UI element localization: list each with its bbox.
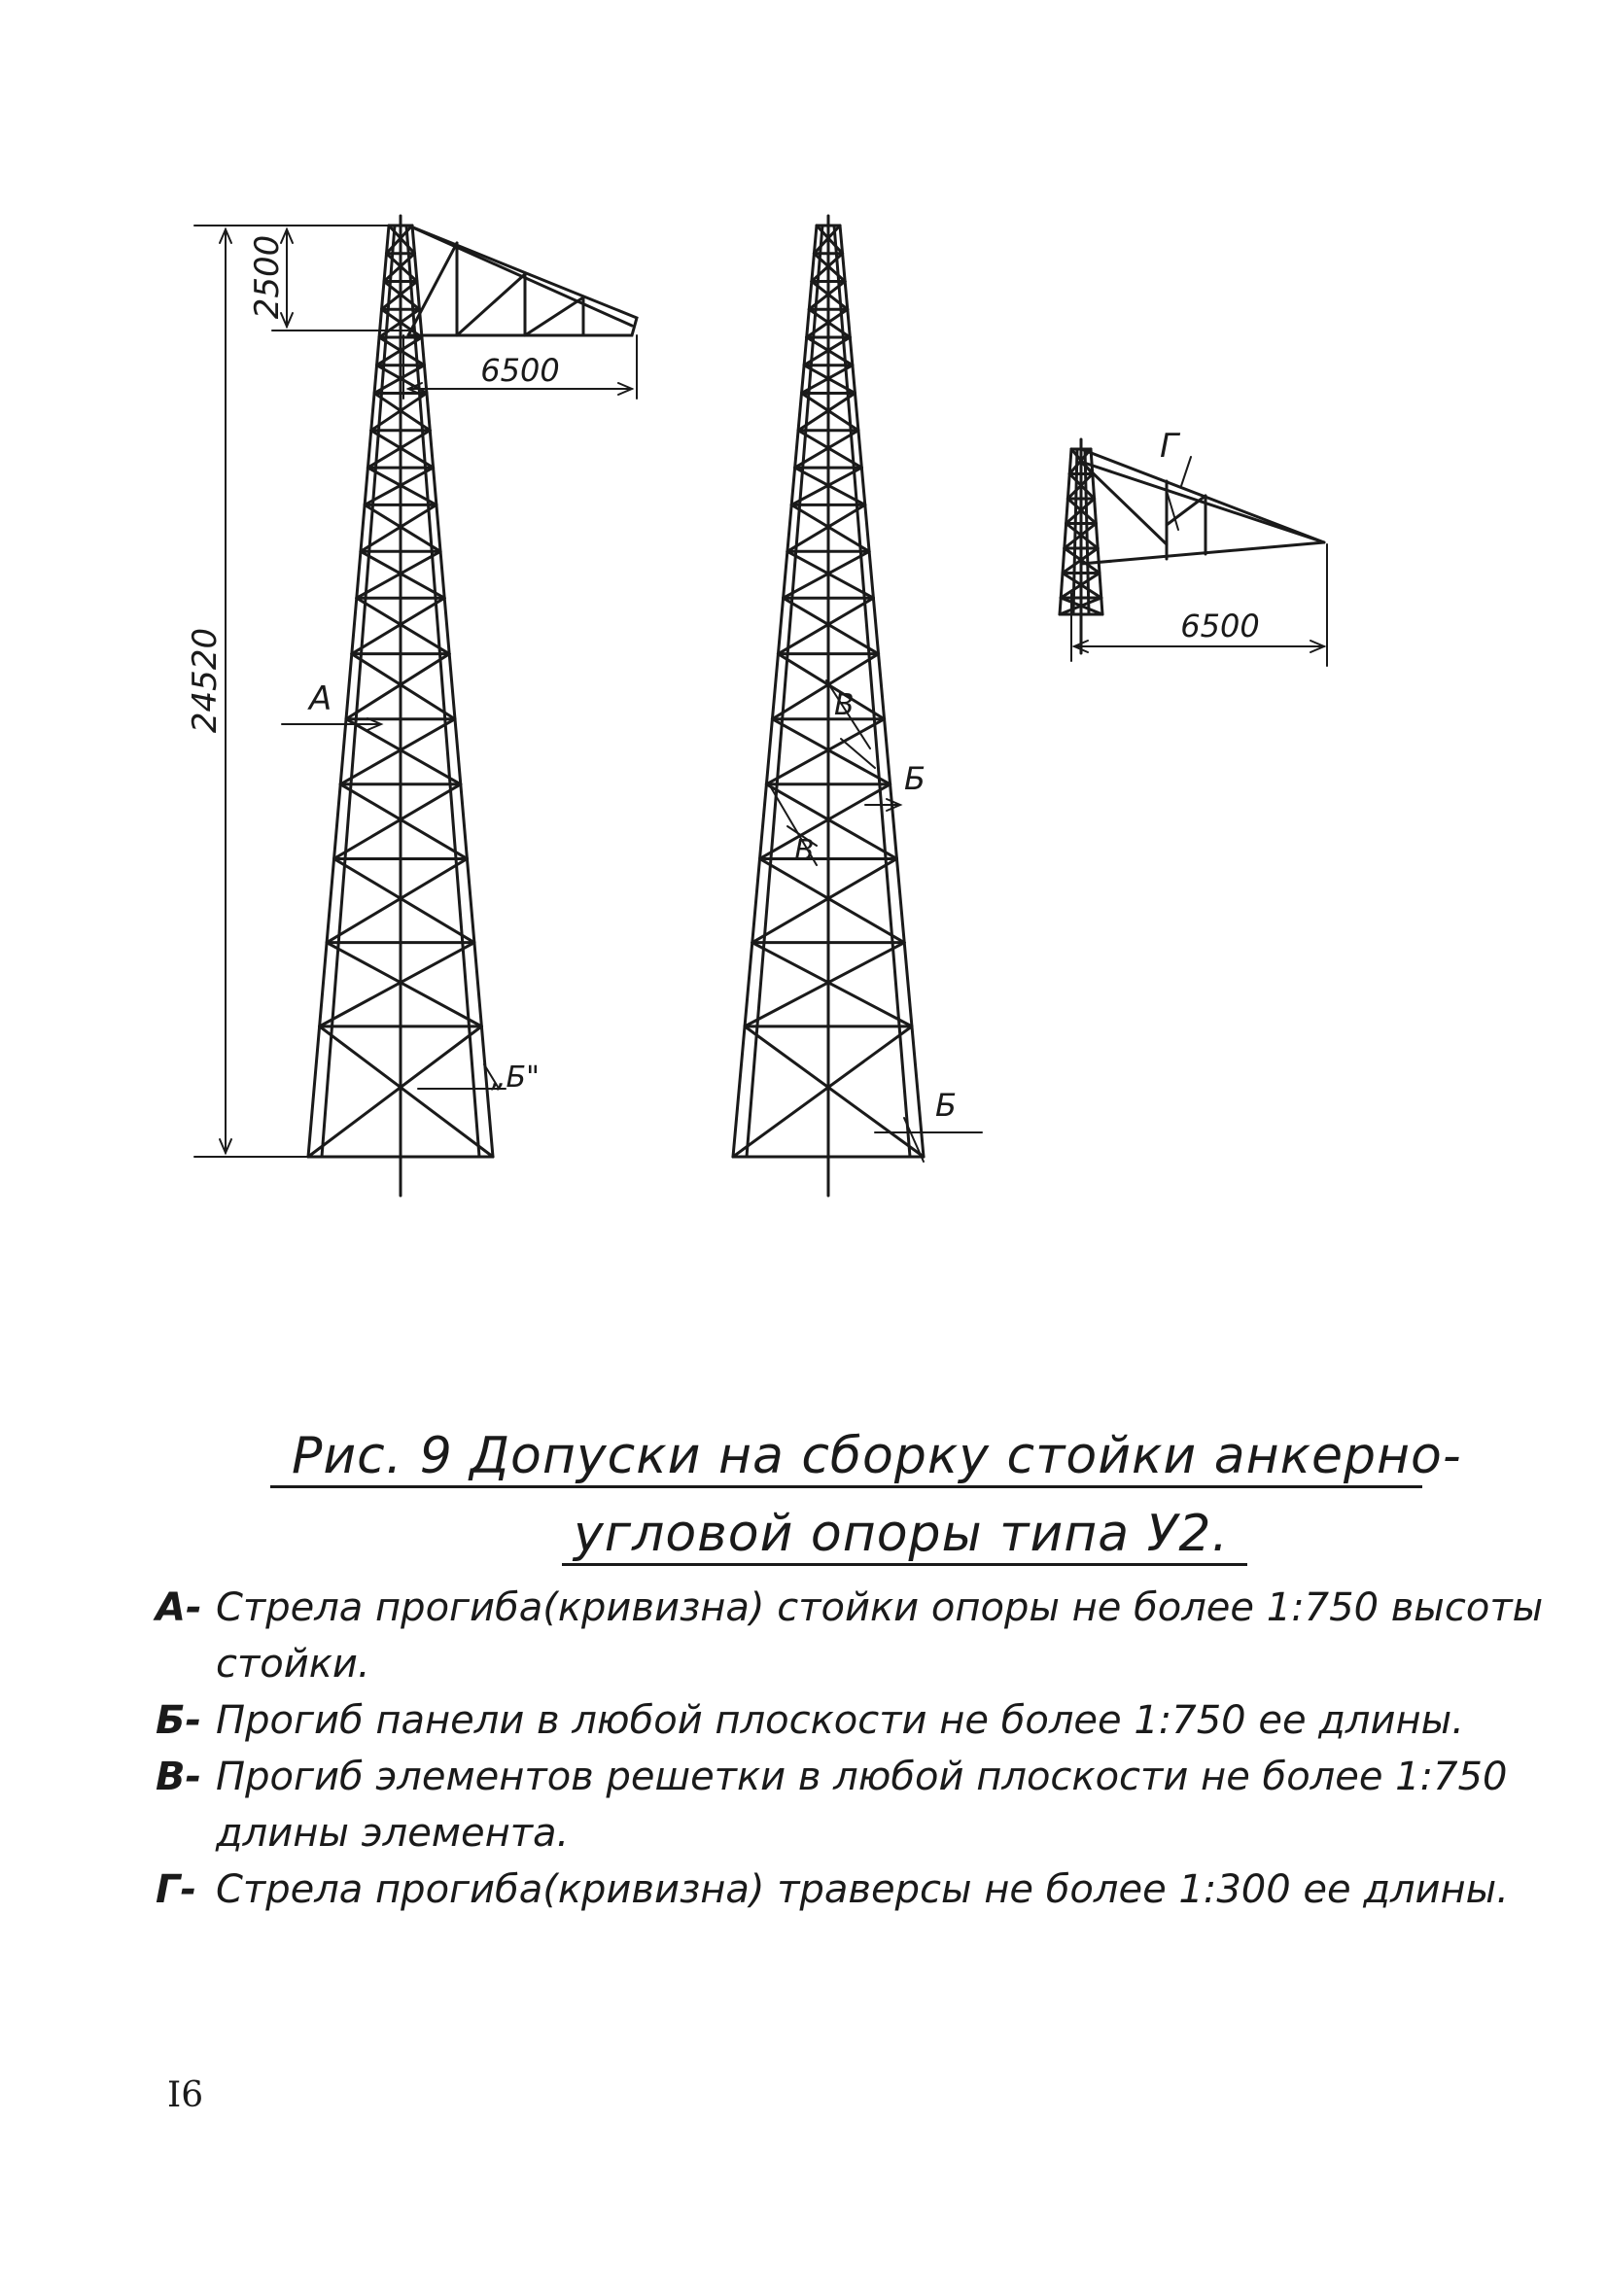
- right-tower-elevation: [733, 216, 982, 1196]
- left-traverse: [408, 226, 637, 335]
- marker-b-mid: Б: [904, 760, 926, 797]
- caption-line-2: угловой опоры типа У2.: [574, 1505, 1229, 1563]
- note-key: Г-: [156, 1867, 197, 1912]
- note-key: А-: [156, 1585, 202, 1630]
- caption-underline-1: [270, 1485, 1422, 1488]
- dim-traverse-span-right: 6500: [1180, 608, 1260, 644]
- marker-a: А: [309, 679, 332, 718]
- note-item: [156, 1861, 1555, 1918]
- note-text: Стрела прогиба(кривизна) траверсы не более 1:300 ее длины.: [216, 1867, 1509, 1912]
- note-key: В-: [156, 1755, 202, 1799]
- note-item: [156, 1749, 1555, 1861]
- note-text: Стрела прогиба(кривизна) стойки опоры не более 1:750 высоты стойки.: [216, 1585, 1544, 1687]
- note-text: Прогиб элементов решетки в любой плоскости не более 1:750 длины элемента.: [216, 1755, 1508, 1856]
- marker-b-quoted: „Б": [491, 1061, 540, 1095]
- note-text: Прогиб панели в любой плоскости не более 1:750 ее длины.: [216, 1698, 1464, 1743]
- traverse-detail: [1060, 427, 1327, 666]
- note-key: Б-: [156, 1698, 202, 1743]
- left-tower-elevation: [186, 216, 637, 1196]
- note-item: [156, 1692, 1555, 1749]
- notes-list: [156, 1580, 1555, 1918]
- caption-underline-2: [562, 1563, 1247, 1566]
- marker-b-low: Б: [935, 1087, 957, 1124]
- dim-top-offset: 2500: [248, 234, 287, 320]
- note-item: [156, 1580, 1555, 1692]
- caption-line-1: Рис. 9 Допуски на сборку стойки анкерно-: [292, 1427, 1462, 1485]
- page-number: I6: [167, 2075, 204, 2115]
- marker-v-upper: В: [834, 688, 855, 722]
- dim-traverse-span-left: 6500: [480, 352, 560, 389]
- marker-v-lower: В: [794, 834, 815, 868]
- marker-g: Г: [1160, 427, 1178, 466]
- dim-total-height: 24520: [186, 627, 225, 734]
